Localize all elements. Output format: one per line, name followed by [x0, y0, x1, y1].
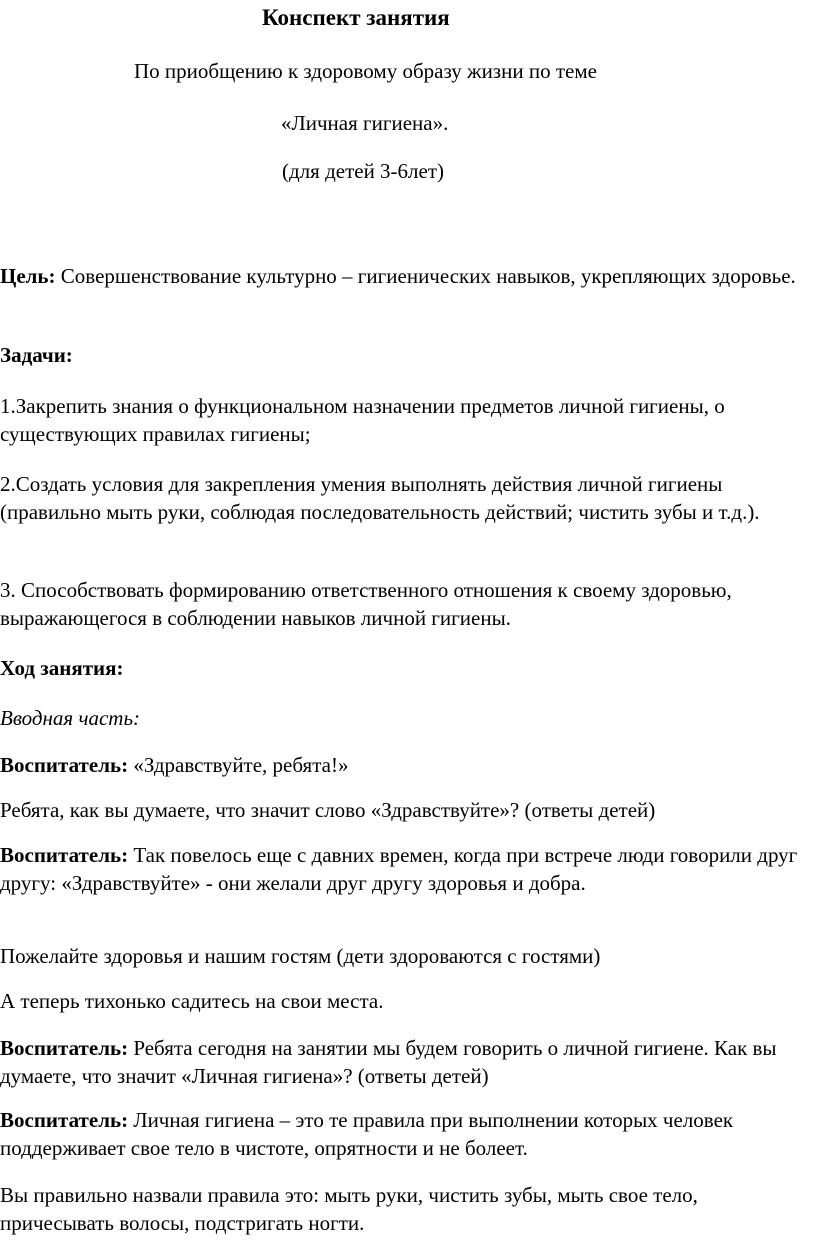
speaker-label: Воспитатель: — [0, 1036, 129, 1060]
page-title: Конспект занятия — [262, 5, 450, 30]
paragraph-text: Ребята сегодня на занятии мы будем говорить о личной гигиене. Как вы думаете, что значит «Личная гигиена»? (ответы детей) — [0, 1036, 777, 1088]
lesson-paragraph-3 — [0, 841, 812, 897]
task-item-3: 3. Способствовать формированию ответственного отношения к своему здоровью, выражающегося в соблюдении навыков личной гигиены. — [0, 578, 732, 630]
lesson-paragraph-1 — [0, 751, 812, 779]
intro-label: Вводная часть: — [0, 706, 140, 730]
goal-text: Совершенствование культурно – гигиенических навыков, укрепляющих здоровье. — [55, 264, 796, 288]
tasks-heading: Задачи: — [0, 343, 73, 367]
lesson-paragraph-5 — [0, 987, 812, 1015]
speaker-label: Воспитатель: — [0, 1108, 129, 1132]
speaker-label: Воспитатель: — [0, 843, 129, 867]
lesson-paragraph-8 — [0, 1181, 812, 1237]
lesson-paragraph-6 — [0, 1034, 812, 1090]
speaker-label: Воспитатель: — [0, 753, 129, 777]
goal-label: Цель: — [0, 264, 56, 288]
paragraph-text: Так повелось еще с давних времен, когда при встрече люди говорили друг другу: «Здравствуйте» - они желали друг другу здоровья и добра. — [0, 843, 798, 895]
lesson-paragraph-2 — [0, 796, 812, 824]
task-item-2: 2.Создать условия для закрепления умения выполнять действия личной гигиены (правильно мыть руки, соблюдая последовательность действий; чистить зубы и т.д.). — [0, 472, 760, 524]
paragraph-text: Пожелайте здоровья и нашим гостям (дети здороваются с гостями) — [0, 944, 601, 968]
paragraph-text: Вы правильно назвали правила это: мыть руки, чистить зубы, мыть свое тело, причесывать волосы, подстригать ногти. — [0, 1183, 698, 1235]
paragraph-text: Личная гигиена – это те правила при выполнении которых человек поддерживает свое тело в чистоте, опрятности и не болеет. — [0, 1108, 734, 1160]
lesson-paragraph-7 — [0, 1106, 812, 1162]
paragraph-text: Ребята, как вы думаете, что значит слово «Здравствуйте»? (ответы детей) — [0, 798, 656, 822]
subtitle-theme: «Личная гигиена». — [281, 111, 449, 135]
task-item-1: 1.Закрепить знания о функциональном назначении предметов личной гигиены, о существующих правилах гигиены; — [0, 394, 725, 446]
paragraph-text: А теперь тихонько садитесь на свои места. — [0, 989, 384, 1013]
lesson-heading: Ход занятия: — [0, 656, 124, 680]
goal-paragraph — [0, 262, 812, 290]
lesson-paragraph-4 — [0, 942, 812, 970]
subtitle-topic: По приобщению к здоровому образу жизни по теме — [134, 59, 597, 83]
paragraph-text: «Здравствуйте, ребята!» — [128, 753, 349, 777]
subtitle-age: (для детей 3-6лет) — [282, 159, 445, 183]
